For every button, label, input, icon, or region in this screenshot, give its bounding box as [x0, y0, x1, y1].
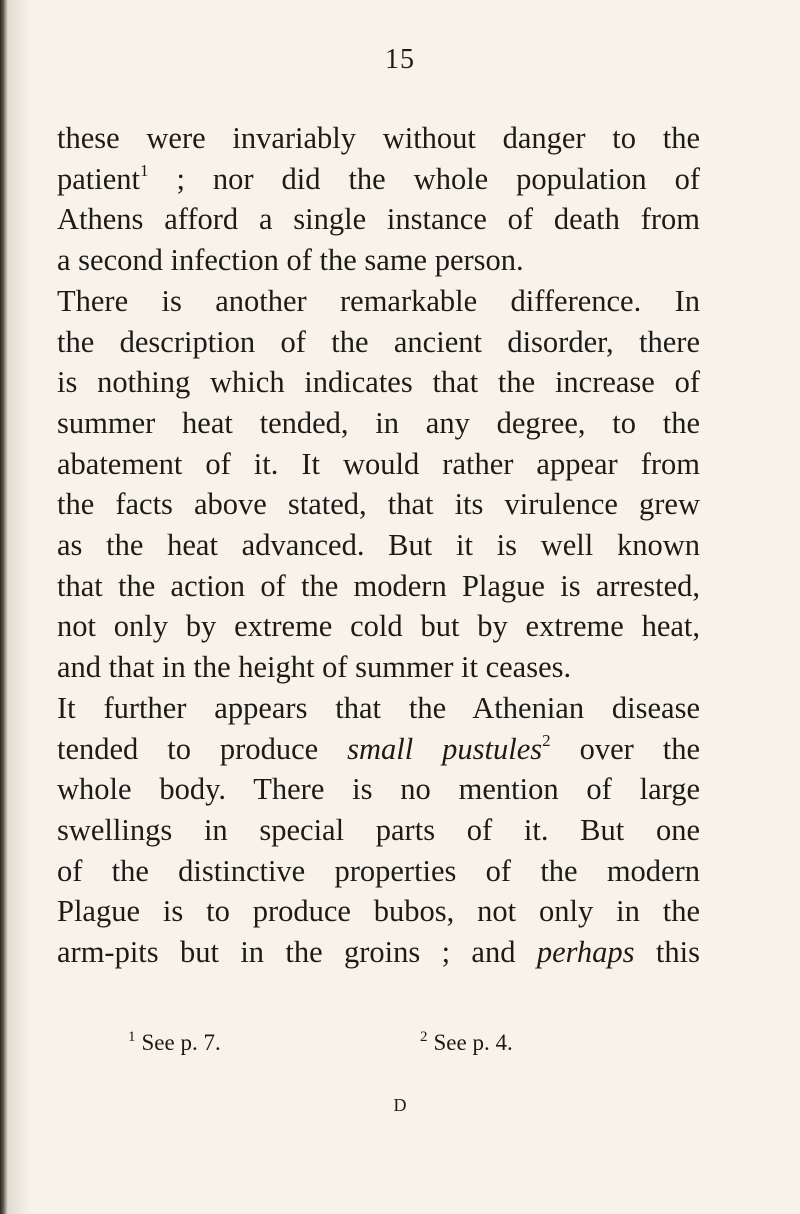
text-segment: summer heat tended, in any degree, to the	[57, 405, 700, 440]
text-segment: as the heat advanced. But it is well known	[57, 528, 700, 563]
text-segment: a second infection of the same person.	[57, 243, 524, 278]
footnote-text: See p. 7.	[141, 1030, 221, 1055]
footnote-marker: 2	[420, 1029, 428, 1045]
footnote-1	[128, 1030, 221, 1056]
signature-mark: D	[393, 1095, 407, 1115]
text-segment: patient	[57, 161, 140, 196]
text-segment: and that in the height of summer it ceases.	[57, 650, 572, 685]
text-line	[57, 484, 700, 525]
text-segment: the facts above stated, that its virulence grew	[57, 487, 700, 522]
text-segment: of the distinctive properties of the modern	[57, 853, 700, 888]
text-line	[57, 566, 700, 607]
text-line	[57, 810, 700, 851]
text-segment: these were invariably without danger to the	[57, 121, 700, 155]
text-line	[57, 403, 700, 444]
text-segment: this	[634, 935, 700, 970]
text-segment: It further appears that the Athenian disease	[57, 690, 700, 725]
footnote-text: See p. 4.	[433, 1030, 513, 1055]
text-segment: over the	[550, 731, 700, 766]
text-segment: small pustules	[347, 731, 543, 766]
text-segment: arm-pits but in the groins ; and	[57, 935, 537, 970]
text-segment: not only by extreme cold but by extreme heat,	[57, 609, 700, 644]
text-segment: is nothing which indicates that the increase of	[57, 365, 700, 400]
text-line	[57, 362, 700, 403]
text-line	[57, 688, 700, 729]
footnote-reference: 2	[542, 730, 551, 750]
text-line	[57, 647, 700, 688]
text-line	[57, 729, 700, 770]
text-line	[57, 199, 700, 240]
text-segment: There is another remarkable difference. In	[57, 283, 700, 318]
body-text	[57, 118, 700, 973]
text-line	[57, 769, 700, 810]
text-segment: perhaps	[536, 935, 635, 970]
text-line	[57, 281, 700, 322]
text-segment: the description of the ancient disorder, there	[57, 324, 700, 359]
text-line	[57, 606, 700, 647]
text-line	[57, 159, 700, 200]
footnote-2	[420, 1030, 513, 1056]
book-gutter	[0, 0, 8, 1214]
text-line	[57, 444, 700, 485]
text-segment: abatement of it. It would rather appear from	[57, 446, 700, 481]
text-segment: Plague is to produce bubos, not only in the	[57, 894, 700, 929]
text-segment: swellings in special parts of it. But one	[57, 812, 700, 847]
page-number: 15	[385, 44, 415, 75]
text-line	[57, 322, 700, 363]
footnote-marker: 1	[128, 1029, 136, 1045]
text-segment: that the action of the modern Plague is arrested,	[57, 568, 700, 603]
text-line	[57, 118, 700, 159]
text-line	[57, 891, 700, 932]
text-line	[57, 932, 700, 973]
text-segment: Athens afford a single instance of death from	[57, 202, 700, 237]
text-segment: whole body. There is no mention of large	[57, 772, 700, 807]
text-line	[57, 851, 700, 892]
footnote-reference: 1	[140, 160, 149, 180]
text-segment: ; nor did the whole population of	[148, 161, 700, 196]
gutter-shadow	[8, 0, 30, 1214]
text-segment: tended to produce	[57, 731, 348, 766]
text-line	[57, 525, 700, 566]
text-line	[57, 240, 700, 281]
